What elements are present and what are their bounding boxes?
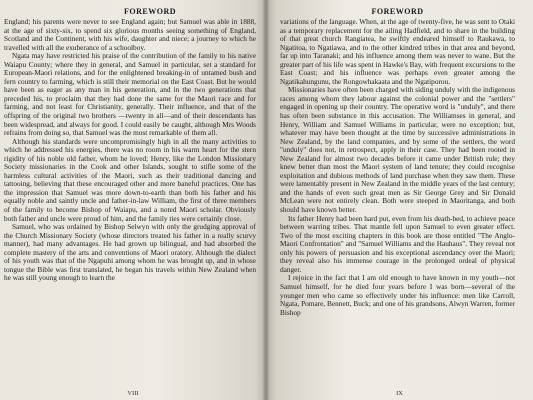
left-page-number: VIII: [127, 390, 139, 397]
left-paragraph-2: Ngata may have restricted his praise of the contribution of the family to his native Waiapu County; where they in general, and Samuel in particular, set a standard for European-Maori relations, and for the enlightened breaking-in of untamed bush and fern country to farming, which is still their memorial on the East Coast. But he would have been as eager as any man in his generation, and in the two generations that preceded his, to proclaim that they had done the same for the Maori race and for farming, and not least for Christianity, generally. Their influence, and that of the offspring of the original two brothers —twenty in all—and of their descendants has been widespread, and always for good. I could easily be caught, although Mrs Woods refrains from doing so, that Samuel was the most remarkable of them all.: [4, 51, 256, 138]
right-page-number: IX: [396, 390, 403, 397]
left-running-head: FOREWORD: [124, 7, 176, 16]
right-paragraph-3: Its father Henry had been hard put, even from his death-bed, to achieve peace between warring tribes. That mantle fell upon Samuel to even greater effect. Two of the most exciting chapters in this book are those entitled "The Anglo-Maori Confrontation" and "Samuel Williams and the Hauhaus". They reveal not only his powers of persuasion and his exceptional ascendancy over the Maori; they reveal also his immense courage in the prolonged ordeal of physical danger.: [280, 213, 515, 274]
left-paragraph-4: Samuel, who was ordained by Bishop Selwyn with only the grudging approval of the Church Missionary Society (whose directors treated his father in a really scurvy manner), had many advantages. He had grown up bilingual, and had absorbed the complete mastery of the arts and conventions of Maori oratory. Although the dialect of his youth was that of the Ngapuhi among whom he was brought up, and in whose tongue the Bible was first translated, he began his travels within New Zealand when he was still young enough to learn the: [4, 222, 256, 283]
right-body-text: [280, 18, 515, 317]
book-gutter: [262, 0, 270, 400]
right-paragraph-4: I rejoice in the fact that I am old enough to have known in my youth—not Samuel himself, for he died four years before I was born—several of the younger men who came so effectively under his influence: men like Carroll, Ngata, Pomare, Bennett, Buck; and one of his grandsons, Alwyn Warren, former Bishop: [280, 273, 515, 317]
right-page: [266, 0, 533, 400]
left-paragraph-3: Although his standards were uncompromisingly high in all the many activities to which he addressed his energies, there was no room in his warm heart for the stern rigidity of his noble old father, whom he loved; Henry, like the London Missionary Society missionaries in the Cook and other Islands, sought to stifle some of the harmless cultural activities of the Maori, such as their traditional dancing and tattooing, believing that these encouraged other and more baneful practices. One has the impression that Samuel was more down-to-earth than both his father and his equally noble and saintly uncle and father-in-law William, the first of three members of the family to become Bishop of Waiapu, and a noted Maori scholar. Obviously both father and uncle were proud of him, and the family ties were certainly close.: [4, 136, 256, 223]
left-page: [0, 0, 266, 400]
right-running-head: FOREWORD: [371, 7, 424, 16]
left-body-text: [4, 18, 256, 283]
right-paragraph-1: variations of the language. When, at the age of twenty-five, he was sent to Otaki as a temporary replacement for the ailing Hadfield, and to share in the building of that great church Rangiatea, he swiftly endeared himself to Raukawa, to Ngatitoa, to Ngatiawa, and to the other kindred tribes in that area and beyond, far up into Taranaki; and his influence among them was never to wane. But the greater part of his life was spent in Hawke's Bay, with frequent excursions to the East Coast; and his influence was perhaps even greater among the Ngatikahungunu, the Rongowhakaata and the Ngatiporou.: [280, 17, 515, 86]
left-paragraph-1: England; his parents were never to see England again; but Samuel was able in 1888, at the age of sixty-six, to spend six glorious months seeing something of England, Scotland and the Continent, with his wife, daughter and niece; a journey to which he travelled with all the exuberance of a schoolboy.: [4, 17, 256, 52]
right-paragraph-2: Missionaries have often been charged with siding unduly with the indigenous races among whom they labour against the colonial power and the "settlers" engaged in opening up their country. The operative word is "unduly", and there has often been substance in this accusation. The Williamses in general, and Henry, William and Samuel Williams in particular, were no exception; but, whatever may have been thought at the time by successive administrations in New Zealand, by the land companies, and by some of the settlers, the word "unduly" does not, in retrospect, apply in their case. They had been rooted in New Zealand for almost two decades before it came under British rule; they knew better than most the Maori system of land tenure; they could recognise exploitation and dubious methods of land purchase when they saw them. These were lamentably present in New Zealand in the middle years of the last century; and the hands of even such great men as Sir George Grey and Sir Donald McLean were not entirely clean. Both were steeped in Maoritanga, and both should have known better.: [280, 85, 515, 215]
